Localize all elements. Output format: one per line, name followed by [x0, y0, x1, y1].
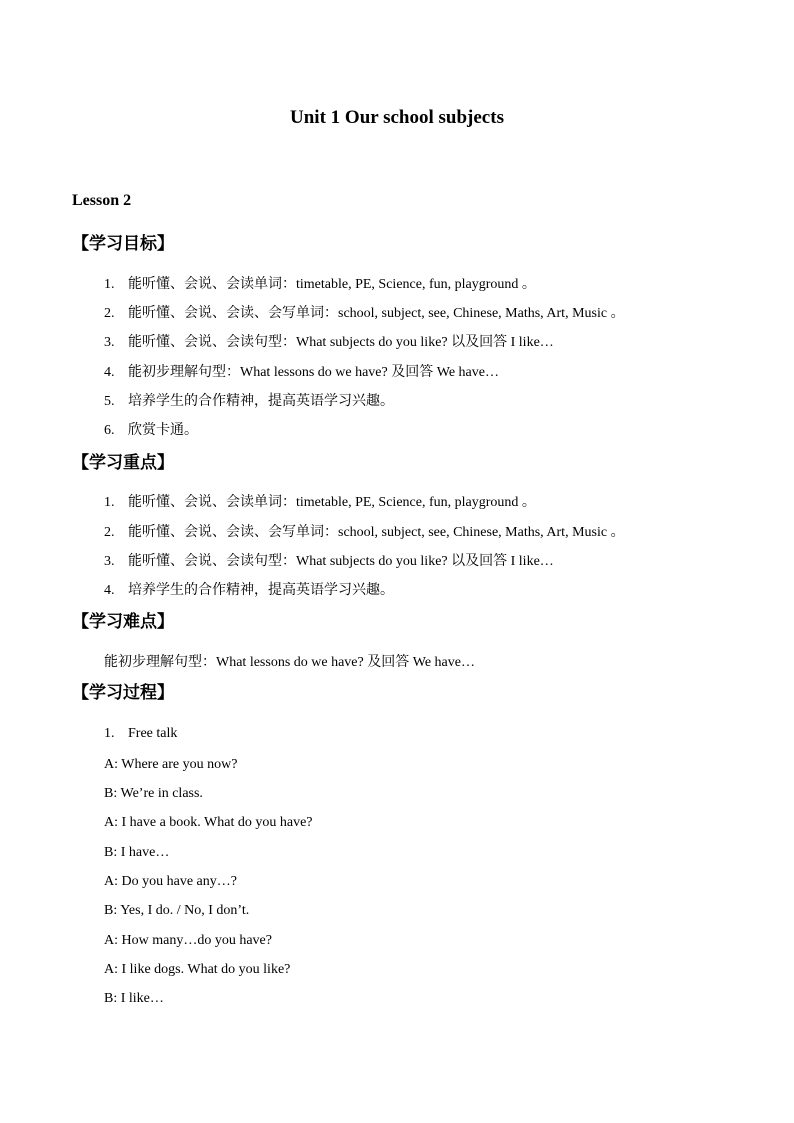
goal-item [104, 363, 499, 383]
item-number: 3. [104, 554, 115, 569]
goal-item [104, 392, 394, 412]
item-text: 培养学生的合作精神，提高英语学习兴趣。 [128, 583, 394, 598]
item-number: 1. [104, 277, 115, 292]
section-heading-goals: 【学习目标】 [72, 234, 174, 254]
dialogue-line: B: Yes, I do. / No, I don’t. [104, 903, 250, 918]
difficulty-text: 能初步理解句型：What lessons do we have? 及回答 We have… [104, 655, 475, 670]
item-text: 能听懂、会说、会读、会写单词：school, subject, see, Chinese, Maths, Art, Music 。 [128, 306, 625, 321]
goal-item [104, 421, 198, 441]
item-number: 2. [104, 525, 115, 540]
dialogue-line: B: I have… [104, 845, 170, 860]
item-number: 4. [104, 583, 115, 598]
process-step [104, 724, 177, 744]
item-number: 2. [104, 306, 115, 321]
section-heading-difficulties: 【学习难点】 [72, 612, 174, 632]
dialogue-line: A: Where are you now? [104, 757, 238, 772]
item-number: 6. [104, 423, 115, 438]
dialogue-line: B: We’re in class. [104, 786, 203, 801]
item-text: 能听懂、会说、会读句型：What subjects do you like? 以及回答 I like… [128, 335, 554, 350]
dialogue-line: A: How many…do you have? [104, 933, 272, 948]
item-number: 3. [104, 335, 115, 350]
item-text: 能初步理解句型：What lessons do we have? 及回答 We have… [128, 365, 499, 380]
item-number: 1. [104, 726, 115, 741]
section-heading-process: 【学习过程】 [72, 683, 174, 703]
item-text: 能听懂、会说、会读句型：What subjects do you like? 以及回答 I like… [128, 554, 554, 569]
key-point-item [104, 552, 554, 572]
key-point-item [104, 523, 625, 543]
item-number: 1. [104, 495, 115, 510]
dialogue-line: A: I have a book. What do you have? [104, 815, 313, 830]
item-text: 能听懂、会说、会读单词：timetable, PE, Science, fun, playground 。 [128, 495, 536, 510]
page-title: Unit 1 Our school subjects [290, 107, 504, 128]
dialogue-line: B: I like… [104, 991, 164, 1006]
item-text: 欣赏卡通。 [128, 423, 198, 438]
item-number: 5. [104, 394, 115, 409]
item-number: 4. [104, 365, 115, 380]
key-point-item [104, 581, 394, 601]
item-text: 能听懂、会说、会读、会写单词：school, subject, see, Chinese, Maths, Art, Music 。 [128, 525, 625, 540]
item-text: 能听懂、会说、会读单词：timetable, PE, Science, fun, playground 。 [128, 277, 536, 292]
item-text: 培养学生的合作精神，提高英语学习兴趣。 [128, 394, 394, 409]
dialogue-line: A: Do you have any…? [104, 874, 237, 889]
section-heading-key-points: 【学习重点】 [72, 453, 174, 473]
lesson-heading: Lesson 2 [72, 192, 132, 209]
goal-item [104, 275, 536, 295]
dialogue-line: A: I like dogs. What do you like? [104, 962, 291, 977]
item-text: Free talk [128, 726, 178, 741]
goal-item [104, 333, 554, 353]
goal-item [104, 304, 625, 324]
key-point-item [104, 493, 536, 513]
